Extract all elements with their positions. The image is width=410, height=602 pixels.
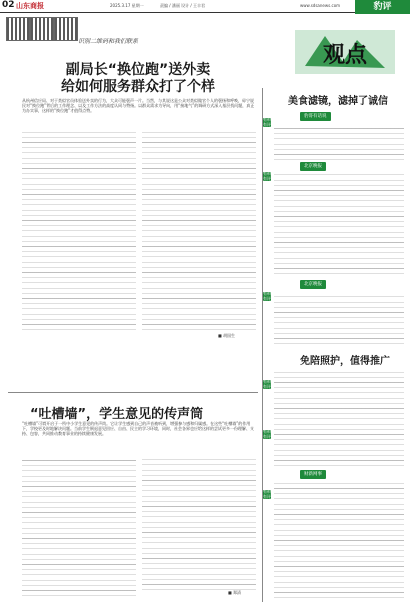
vertical-label: 有料有评 xyxy=(263,429,271,439)
sidebar-top-title: 美食滤镜，滤掉了诚信 xyxy=(288,96,388,107)
sidebar-tag-1: 豹哥有话说 xyxy=(300,112,331,121)
sidebar-body xyxy=(274,124,404,160)
page-header xyxy=(0,0,410,13)
column-logo-icon xyxy=(295,22,395,82)
qr-code-icon xyxy=(6,17,30,41)
sidebar-body xyxy=(274,482,404,598)
newspaper-name: 山东商报 xyxy=(16,2,44,10)
vertical-label: 有料有评 xyxy=(263,379,271,389)
column-divider xyxy=(262,88,263,602)
qr-code-icon xyxy=(54,17,78,41)
second-body-col1 xyxy=(22,456,136,596)
main-byline: ■ 胡国生 xyxy=(218,333,236,338)
qr-code-icon xyxy=(30,17,54,41)
sidebar-tag-2b: 北京晚报 xyxy=(300,280,326,289)
issue-date: 2025.3.17 星期一 xyxy=(110,3,144,8)
svg-text:观点: 观点 xyxy=(322,42,368,68)
divider xyxy=(8,392,258,393)
main-headline: 副局长“换位跑”送外卖 给如何服务群众打了个样 xyxy=(61,62,215,95)
vertical-label: 有料有评 xyxy=(263,489,271,499)
website-url: www.sdsanews.com xyxy=(300,3,341,8)
page-number: 02 xyxy=(2,0,15,10)
vertical-label: 有料有评 xyxy=(263,117,271,127)
sidebar-body xyxy=(274,174,404,274)
second-headline: “吐槽墙”，学生意见的传声筒 xyxy=(30,407,204,422)
sidebar-tag-3: 财新网事 xyxy=(300,470,326,479)
second-byline: ■ 郑清 xyxy=(228,590,242,595)
sidebar-body xyxy=(274,372,404,466)
section-tag: 豹评 xyxy=(355,0,410,14)
second-body-col2 xyxy=(142,456,256,590)
editor-credit: 责编 / 潘丽 设计 / 王丰君 xyxy=(160,3,206,8)
sidebar-mid-title: 免陪照护，值得推广 xyxy=(300,356,390,367)
vertical-label: 有料有评 xyxy=(263,171,271,181)
main-body-col2 xyxy=(142,130,256,330)
vertical-label: 有料有评 xyxy=(263,291,271,301)
qr-promo-text: 识别二维码和我们联系 xyxy=(78,38,139,45)
second-lead: “吐槽墙”可谓开启于一所中小学生意见的传声筒。它让学生感到自己的声音被听到，增强参与感和归属感。在这些“吐槽墙”的作用下，学校更及时地解决问题。当前学生倒退意见回应、自由、民主的学习环境，同时，社会各界也应给这样的尝试更多一份理解、支持、包容，共同推动教育事业的持续健康发展。 xyxy=(22,421,254,436)
sidebar-body xyxy=(274,292,404,344)
sidebar-tag-2: 北京晚报 xyxy=(300,162,326,171)
main-body-col1 xyxy=(22,130,136,330)
main-lead: 从杭州信应局、对于类似官员体验送外卖的行为，大众可能褒声一片。当然，与其说这是公众对类似做官个人的褒扬和呼唤，毋宁说民对“换位跑”背后的工作理念、以及工作方法的高度认同与赞扬。以群众需求为导向，用“接地气”的调研方式深入基层找问题，真正为办实事，这样的“换位跑”才值得点赞。 xyxy=(22,98,255,113)
